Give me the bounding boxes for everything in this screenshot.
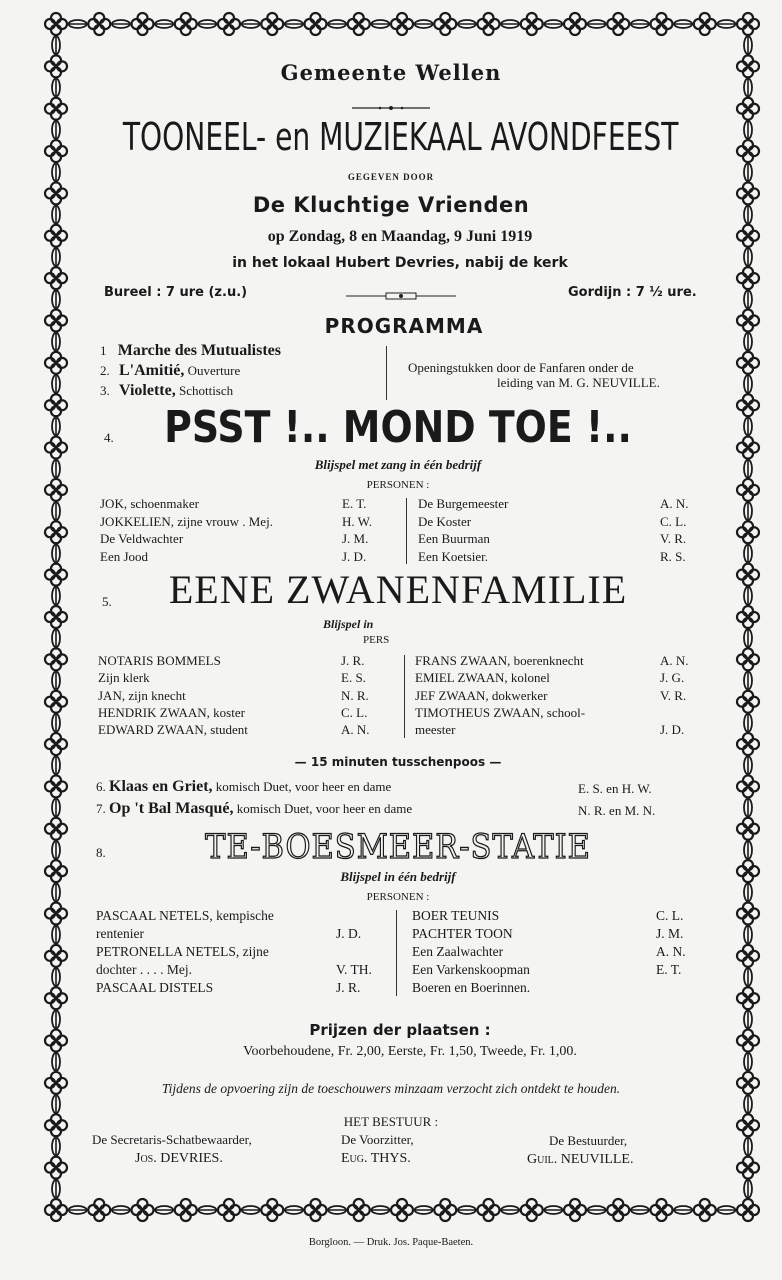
board-heading: HET BESTUUR :: [343, 1114, 439, 1129]
cast-actor: A. N.: [341, 722, 370, 738]
opening-note-1: Openingstukken door de Fanfaren onder de: [408, 360, 634, 375]
play3-title: TE-BOESMEER-STATIE: [205, 827, 591, 867]
cast-actor: C. L.: [660, 513, 687, 529]
cast-role: PASCAAL DISTELS: [96, 980, 214, 995]
cast-role: Een Buurman: [418, 531, 490, 546]
cast-divider: [396, 910, 397, 996]
play1-subtitle: Blijspel met zang in één bedrijf: [314, 457, 482, 472]
play3-number: 8.: [96, 845, 106, 860]
cast-role: PETRONELLA NETELS, zijne: [96, 944, 269, 959]
board-name-3: Guil. NEUVILLE.: [527, 1152, 634, 1167]
brace-line: [386, 346, 387, 400]
cast-role: FRANS ZWAAN, boerenknecht: [415, 653, 584, 668]
given-by-label: GEGEVEN DOOR: [347, 172, 435, 182]
notice: Tijdens de opvoering zijn de toeschouwers minzaam verzocht zich ontdekt te houden.: [161, 1081, 621, 1096]
duet-6: [96, 778, 391, 796]
duet-title: Op 't Bal Masqué,: [109, 800, 234, 817]
cast-actor: J. M.: [342, 531, 369, 546]
event-title: TOONEEL- en MUZIEKAAL AVONDFEEST: [122, 115, 679, 159]
duet-number: 7.: [96, 801, 106, 816]
duet-number: 6.: [96, 779, 106, 794]
cast-role: Een Jood: [100, 548, 149, 564]
item-sub: Schottisch: [178, 383, 234, 398]
prices-heading: Prijzen der plaatsen :: [309, 1021, 491, 1039]
cast-actor: J. D.: [342, 548, 367, 564]
cast-actor: E. S.: [341, 670, 366, 686]
office-hours: Bureel : 7 ure (z.u.): [104, 285, 248, 300]
cast-actor: V. TH.: [336, 962, 372, 977]
cast-actor: C. L.: [341, 704, 368, 720]
cast-actor: A. N.: [656, 944, 686, 959]
cast-actor: J. G.: [660, 670, 685, 686]
event-venue: in het lokaal Hubert Devries, nabij de kerk: [232, 255, 568, 271]
cast-role: Een Zaalwachter: [412, 944, 504, 959]
play1-title: PSST !.. MOND TOE !..: [164, 402, 632, 453]
group-name: De Kluchtige Vrienden: [252, 193, 530, 217]
board-role-1: De Secretaris-Schatbewaarder,: [92, 1132, 252, 1147]
cast-actor: N. R.: [341, 687, 369, 703]
cast-role: HENDRIK ZWAAN, koster: [98, 704, 245, 720]
duet-desc: komisch Duet, voor heer en dame: [236, 801, 413, 816]
board-name-1: Jos. DEVRIES.: [135, 1151, 223, 1166]
intermission: — 15 minuten tusschenpoos —: [294, 755, 502, 769]
item-number: 2.: [100, 363, 110, 378]
cast-role: meester: [415, 722, 456, 738]
cast-role: EDWARD ZWAAN, student: [98, 722, 248, 738]
cast-role: BOER TEUNIS: [412, 908, 500, 923]
cast-role: PASCAAL NETELS, kempische: [96, 908, 274, 923]
cast-actor: H. W.: [342, 513, 372, 529]
cast-actor: A. N.: [660, 653, 689, 668]
cast-role: JAN, zijn knecht: [98, 687, 186, 703]
programma-heading: PROGRAMMA: [324, 314, 484, 338]
header-divider: [352, 98, 430, 102]
opening-note-2: leiding van M. G. NEUVILLE.: [497, 375, 660, 390]
play1-persons-label: PERSONEN :: [366, 479, 430, 491]
cast-role: NOTARIS BOMMELS: [98, 653, 221, 668]
cast-role: De Burgemeester: [418, 496, 509, 511]
duet-7: [96, 800, 412, 818]
cast-actor: J. R.: [336, 980, 361, 995]
play2-subtitle: Blijspel in: [323, 617, 374, 631]
item-number: 3.: [100, 383, 110, 398]
cast-role: JOK, schoenmaker: [100, 496, 199, 511]
duet-desc: komisch Duet, voor heer en dame: [215, 779, 392, 794]
play2-number: 5.: [102, 594, 112, 609]
cast-actor: J. D.: [660, 722, 685, 738]
item-title: L'Amitié,: [119, 362, 185, 379]
cast-actor: R. S.: [660, 548, 686, 564]
play3-subtitle: Blijspel in één bedrijf: [340, 869, 456, 884]
cast-role: Boeren en Boerinnen.: [412, 980, 531, 995]
duet-7-actors: N. R. en M. N.: [578, 803, 656, 818]
board-name-2: Eug. THYS.: [341, 1151, 411, 1166]
cast-divider: [406, 498, 407, 564]
item-title: Violette,: [119, 382, 176, 399]
cast-actor: J. R.: [341, 653, 365, 668]
cast-actor: C. L.: [656, 908, 684, 923]
item-number: 1: [100, 343, 107, 358]
cast-actor: J. D.: [336, 926, 362, 941]
cast-role: TIMOTHEUS ZWAAN, school-: [415, 704, 586, 720]
cast-actor: V. R.: [660, 687, 687, 703]
cast-role: Zijn klerk: [98, 670, 150, 686]
play2-title: EENE ZWANENFAMILIE: [168, 567, 628, 612]
item-sub: Ouverture: [187, 363, 241, 378]
printer-line: Borgloon. — Druk. Jos. Paque-Baeten.: [308, 1237, 474, 1248]
cast-actor: E. T.: [656, 962, 682, 977]
play1-number: 4.: [104, 430, 114, 445]
item-title: Marche des Mutualistes: [117, 342, 281, 359]
duet-title: Klaas en Griet,: [109, 778, 213, 795]
cast-role: De Veldwachter: [100, 531, 184, 546]
cast-role: EMIEL ZWAAN, kolonel: [415, 670, 550, 686]
board-role-2: De Voorzitter,: [341, 1132, 414, 1147]
municipality-heading: Gemeente Wellen: [280, 60, 502, 85]
play2-persons-label: PERS: [363, 634, 390, 646]
cast-role: JEF ZWAAN, dokwerker: [415, 687, 548, 703]
cast-actor: E. T.: [342, 496, 367, 511]
duet-6-actors: E. S. en H. W.: [578, 781, 652, 796]
program-item-3: [100, 382, 233, 400]
event-date: op Zondag, 8 en Maandag, 9 Juni 1919: [267, 228, 533, 245]
cast-role: Een Varkenskoopman: [412, 962, 530, 977]
prices-text: Voorbehoudene, Fr. 2,00, Eerste, Fr. 1,50, Tweede, Fr. 1,00.: [243, 1044, 577, 1059]
cast-divider: [404, 655, 405, 738]
cast-role: De Koster: [418, 513, 472, 529]
program-item-1: [100, 342, 281, 360]
cast-actor: J. M.: [656, 926, 684, 941]
program-item-2: [100, 362, 240, 380]
cast-role: rentenier: [96, 926, 144, 941]
play3-persons-label: PERSONEN :: [366, 891, 430, 903]
cast-role: JOKKELIEN, zijne vrouw . Mej.: [100, 513, 273, 529]
small-divider: [346, 288, 456, 298]
cast-role: dochter . . . . Mej.: [96, 962, 192, 977]
cast-role: Een Koetsier.: [418, 548, 489, 564]
cast-role: PACHTER TOON: [412, 926, 513, 941]
curtain-time: Gordijn : 7 ½ ure.: [568, 285, 697, 300]
cast-actor: A. N.: [660, 496, 689, 511]
cast-actor: V. R.: [660, 531, 687, 546]
board-role-3: De Bestuurder,: [549, 1133, 628, 1148]
